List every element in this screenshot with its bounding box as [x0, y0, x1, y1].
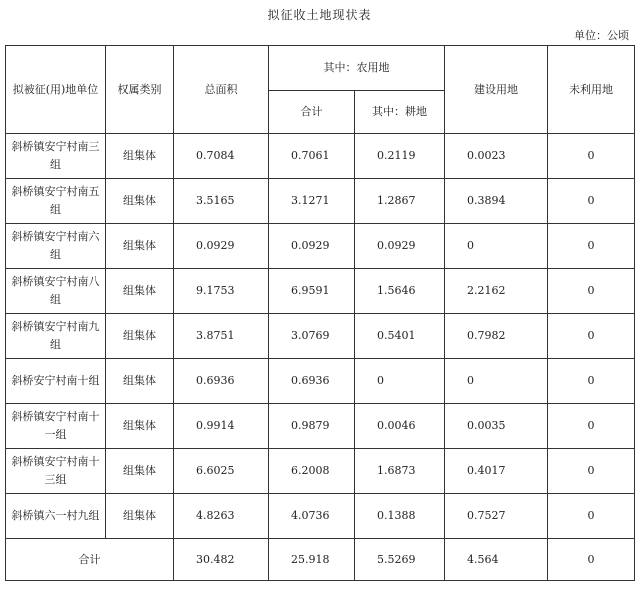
total-unused-cell: 0	[548, 539, 635, 581]
construction-cell: 0.4017	[445, 449, 548, 494]
construction-cell: 0.7982	[445, 314, 548, 359]
unit-cell: 斜桥镇六一村九组	[6, 494, 106, 539]
ownership-cell: 组集体	[106, 179, 174, 224]
header-total-area: 总面积	[174, 46, 269, 134]
unit-cell: 斜桥镇安宁村南六组	[6, 224, 106, 269]
ownership-cell: 组集体	[106, 224, 174, 269]
header-unused: 未利用地	[548, 46, 635, 134]
arable-cell: 0.2119	[355, 134, 445, 179]
agri-cell: 0.0929	[269, 224, 355, 269]
arable-cell: 1.2867	[355, 179, 445, 224]
ownership-cell: 组集体	[106, 269, 174, 314]
unit-cell: 斜桥安宁村南十组	[6, 359, 106, 404]
unit-cell: 斜桥镇安宁村南五组	[6, 179, 106, 224]
total-area-cell: 9.1753	[174, 269, 269, 314]
total-label: 合计	[6, 539, 174, 581]
arable-cell: 1.5646	[355, 269, 445, 314]
unit-cell: 斜桥镇安宁村南十三组	[6, 449, 106, 494]
ownership-cell: 组集体	[106, 449, 174, 494]
table-row	[6, 314, 635, 359]
unit-cell: 斜桥镇安宁村南八组	[6, 269, 106, 314]
total-area-cell: 4.8263	[174, 494, 269, 539]
table-row	[6, 269, 635, 314]
unit-cell: 斜桥镇安宁村南九组	[6, 314, 106, 359]
agri-cell: 0.7061	[269, 134, 355, 179]
total-area-cell: 3.5165	[174, 179, 269, 224]
unused-cell: 0	[548, 404, 635, 449]
agri-cell: 0.6936	[269, 359, 355, 404]
ownership-cell: 组集体	[106, 494, 174, 539]
unused-cell: 0	[548, 314, 635, 359]
header-unit: 拟被征(用)地单位	[6, 46, 106, 134]
arable-cell: 1.6873	[355, 449, 445, 494]
unit-label: 单位：公顷	[574, 29, 629, 42]
unused-cell: 0	[548, 179, 635, 224]
total-area-cell: 0.7084	[174, 134, 269, 179]
header-arable: 其中：耕地	[355, 91, 445, 134]
construction-cell: 0	[445, 224, 548, 269]
arable-cell: 0.1388	[355, 494, 445, 539]
arable-cell: 0	[355, 359, 445, 404]
total-arable-cell: 5.5269	[355, 539, 445, 581]
ownership-cell: 组集体	[106, 134, 174, 179]
construction-cell: 2.2162	[445, 269, 548, 314]
construction-cell: 0	[445, 359, 548, 404]
arable-cell: 0.0046	[355, 404, 445, 449]
construction-cell: 0.0023	[445, 134, 548, 179]
arable-cell: 0.5401	[355, 314, 445, 359]
header-construction: 建设用地	[445, 46, 548, 134]
arable-cell: 0.0929	[355, 224, 445, 269]
unused-cell: 0	[548, 494, 635, 539]
total-construction-cell: 4.564	[445, 539, 548, 581]
unused-cell: 0	[548, 269, 635, 314]
total-agri-cell: 25.918	[269, 539, 355, 581]
page-title: 拟征收土地现状表	[267, 8, 372, 22]
unused-cell: 0	[548, 134, 635, 179]
agri-cell: 3.0769	[269, 314, 355, 359]
construction-cell: 0.7527	[445, 494, 548, 539]
total-area-cell: 0.9914	[174, 404, 269, 449]
table-body	[6, 134, 635, 539]
total-area-cell: 3.8751	[174, 314, 269, 359]
unit-cell: 斜桥镇安宁村南三组	[6, 134, 106, 179]
land-status-table	[5, 45, 635, 581]
unused-cell: 0	[548, 359, 635, 404]
agri-cell: 3.1271	[269, 179, 355, 224]
unit-cell: 斜桥镇安宁村南十一组	[6, 404, 106, 449]
construction-cell: 0.3894	[445, 179, 548, 224]
ownership-cell: 组集体	[106, 314, 174, 359]
table-row	[6, 224, 635, 269]
header-agri-subtotal: 合计	[269, 91, 355, 134]
agri-cell: 0.9879	[269, 404, 355, 449]
header-row-1	[6, 46, 635, 91]
table-row	[6, 359, 635, 404]
total-area-cell: 6.6025	[174, 449, 269, 494]
table-row	[6, 179, 635, 224]
header-ownership: 权属类别	[106, 46, 174, 134]
total-area-cell: 0.6936	[174, 359, 269, 404]
ownership-cell: 组集体	[106, 359, 174, 404]
unused-cell: 0	[548, 449, 635, 494]
table-row	[6, 404, 635, 449]
unused-cell: 0	[548, 224, 635, 269]
ownership-cell: 组集体	[106, 404, 174, 449]
agri-cell: 4.0736	[269, 494, 355, 539]
agri-cell: 6.9591	[269, 269, 355, 314]
total-area-cell: 0.0929	[174, 224, 269, 269]
table-row	[6, 134, 635, 179]
header-agri-group: 其中：农用地	[269, 46, 445, 91]
total-area-cell: 30.482	[174, 539, 269, 581]
total-row	[6, 539, 635, 581]
construction-cell: 0.0035	[445, 404, 548, 449]
table-row	[6, 449, 635, 494]
agri-cell: 6.2008	[269, 449, 355, 494]
table-row	[6, 494, 635, 539]
